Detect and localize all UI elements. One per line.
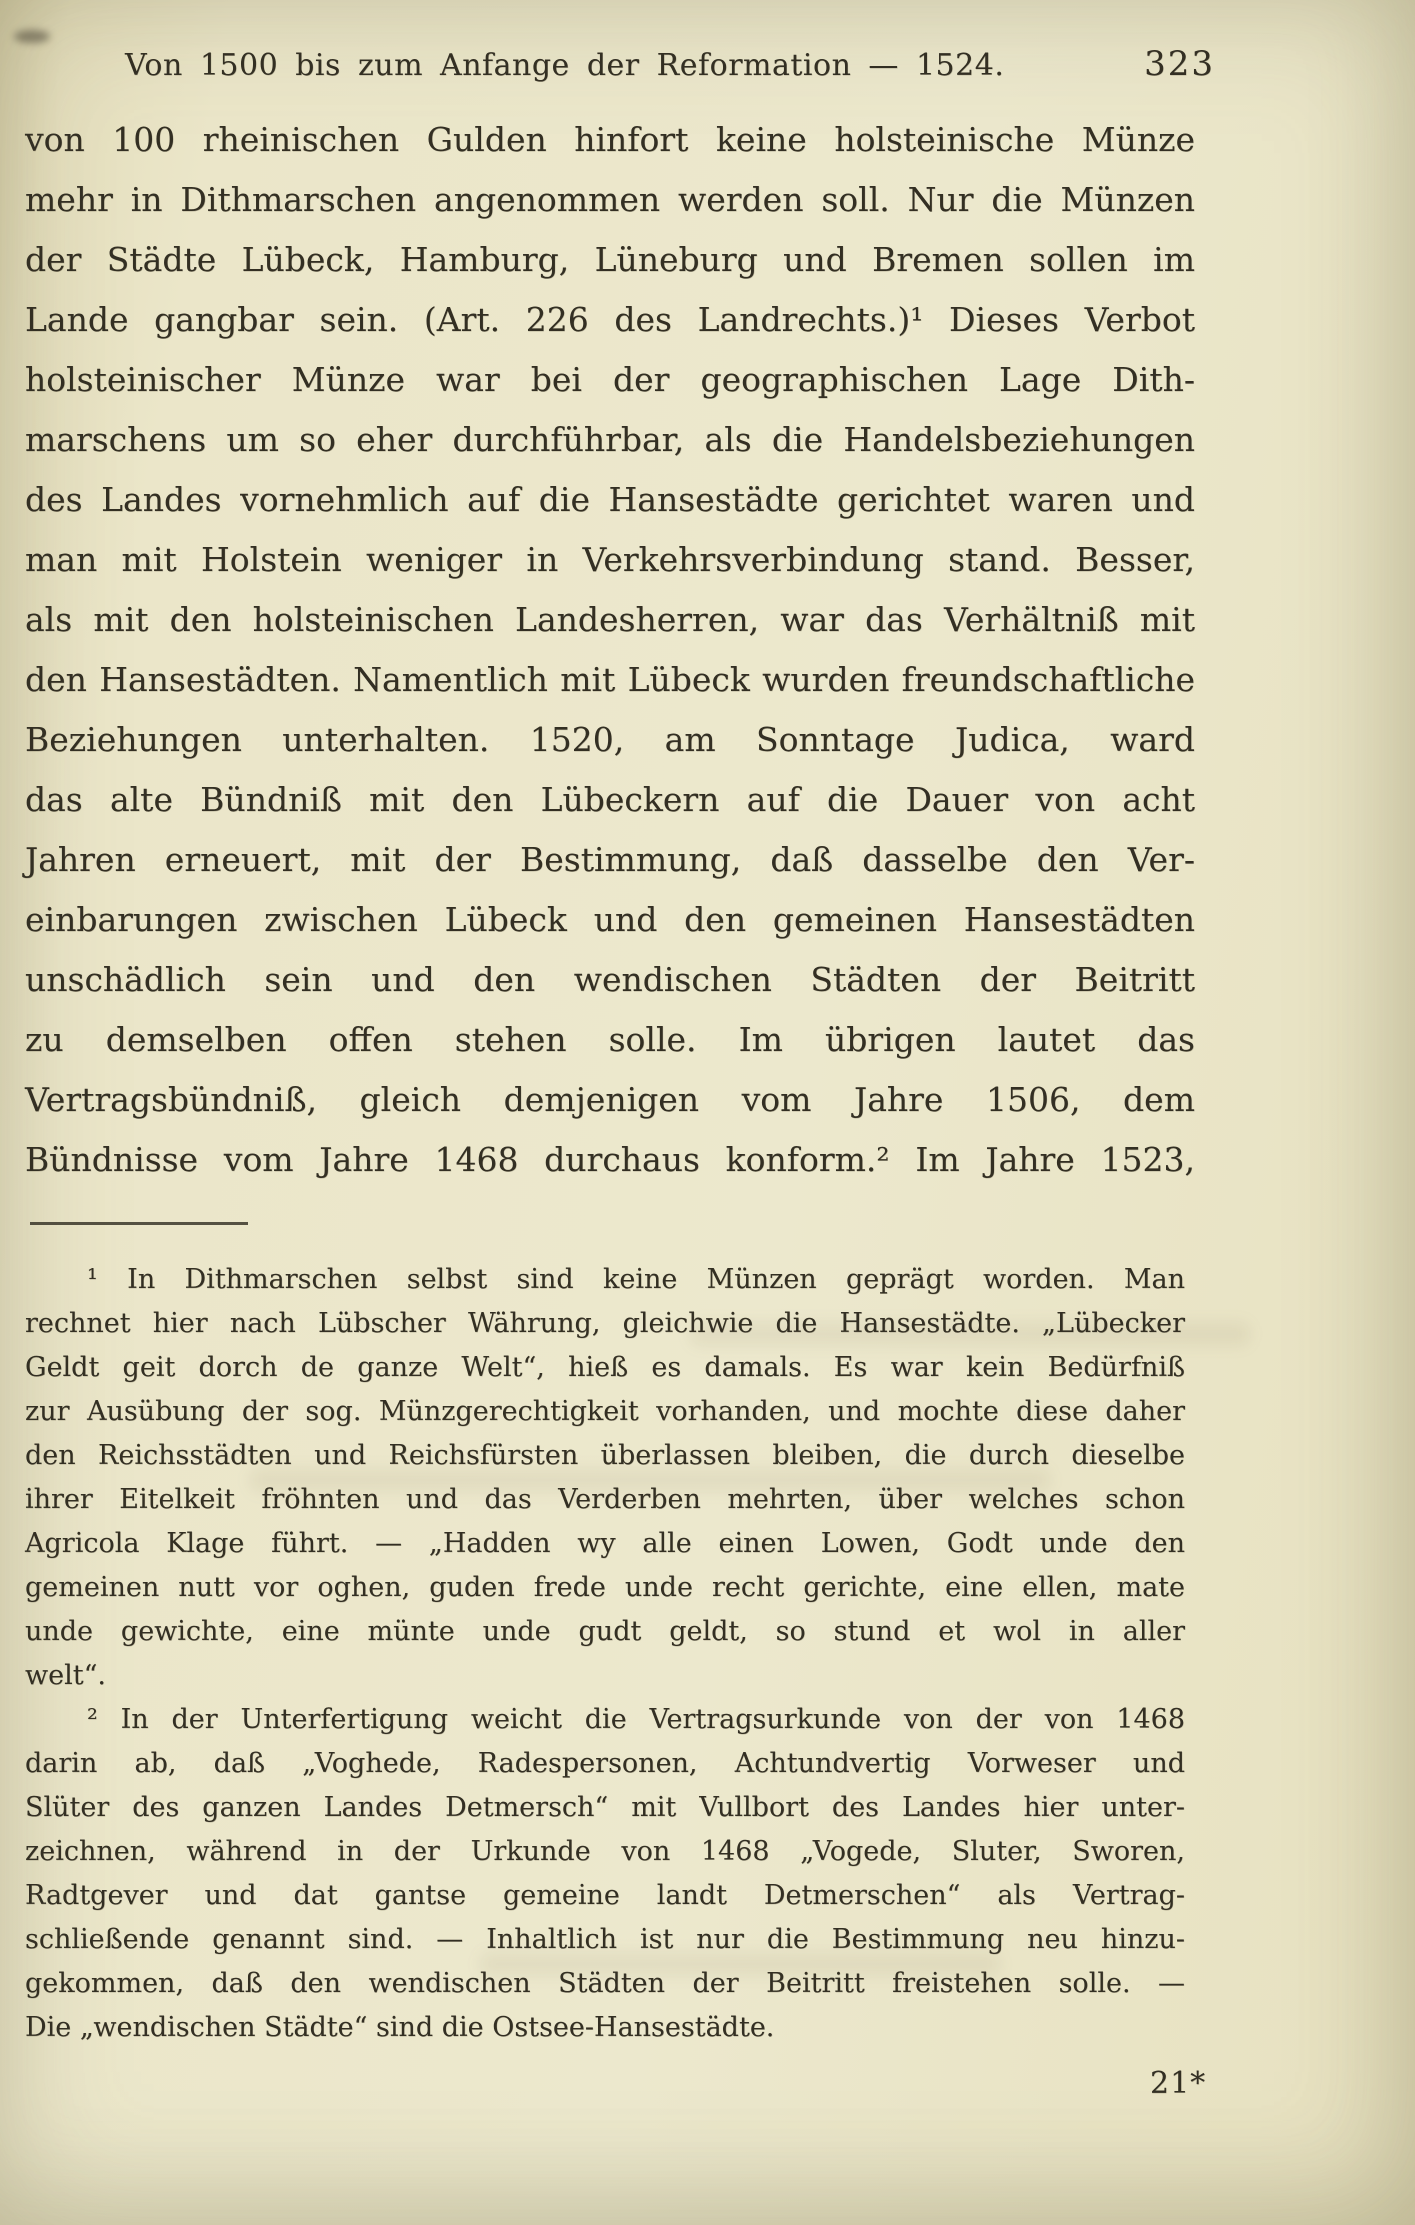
body-text-line: Jahren erneuert, mit der Bestimmung, daß dasselbe den Ver- [25,840,1195,879]
body-text-line: zu demselben offen stehen solle. Im übrigen lautet das [25,1020,1195,1059]
footnote-line: Geldt geit dorch de ganze Welt“, hieß es damals. Es war kein Bedürfniß [25,1352,1185,1383]
body-text-line: man mit Holstein weniger in Verkehrsverbindung stand. Besser, [25,540,1195,579]
footnotes-block [25,1258,1185,2050]
body-text-line: von 100 rheinischen Gulden hinfort keine holsteinische Münze [25,120,1195,159]
footnote-line: Slüter des ganzen Landes Detmersch“ mit Vullbort des Landes hier unter- [25,1792,1185,1823]
footnote-line: gemeinen nutt vor oghen, guden frede unde recht gerichte, eine ellen, mate [25,1572,1185,1603]
body-text-line: das alte Bündniß mit den Lübeckern auf die Dauer von acht [25,780,1195,819]
body-text-line: Vertragsbündniß, gleich demjenigen vom Jahre 1506, dem [25,1080,1195,1119]
page-header [25,44,1215,84]
footnote-separator [30,1222,248,1225]
body-text-line: den Hansestädten. Namentlich mit Lübeck wurden freundschaftliche [25,660,1195,699]
footnote-line: unde gewichte, eine münte unde gudt geldt, so stund et wol in aller [25,1616,1185,1647]
footnote-line: den Reichsstädten und Reichsfürsten überlassen bleiben, die durch dieselbe [25,1440,1185,1471]
footnote-line: zeichnen, während in der Urkunde von 1468 „Vogede, Sluter, Sworen, [25,1836,1185,1867]
footnote-line: zur Ausübung der sog. Münzgerechtigkeit vorhanden, und mochte diese daher [25,1396,1185,1427]
body-text-line: mehr in Dithmarschen angenommen werden soll. Nur die Münzen [25,180,1195,219]
signature-mark: 21* [1150,2066,1207,2101]
body-text-line: unschädlich sein und den wendischen Städten der Beitritt [25,960,1195,999]
footnote-line: rechnet hier nach Lübscher Währung, gleichwie die Hansestädte. „Lübecker [25,1308,1185,1339]
body-text-line: einbarungen zwischen Lübeck und den gemeinen Hansestädten [25,900,1195,939]
footnote-1 [25,1258,1185,1698]
footnote-line: Agricola Klage führt. — „Hadden wy alle einen Lowen, Godt unde den [25,1528,1185,1559]
running-header-title: Von 1500 bis zum Anfange der Reformation — 1524. [125,48,1005,83]
body-text-line: marschens um so eher durchführbar, als die Handelsbeziehungen [25,420,1195,459]
footnote-line: Radtgever und dat gantse gemeine landt Detmerschen“ als Vertrag- [25,1880,1185,1911]
body-text-line: Bündnisse vom Jahre 1468 durchaus konform.² Im Jahre 1523, [25,1140,1195,1179]
footnote-line: gekommen, daß den wendischen Städten der Beitritt freistehen solle. — [25,1968,1185,1999]
body-text-line: holsteinischer Münze war bei der geographischen Lage Dith- [25,360,1195,399]
footnote-line: ² In der Unterfertigung weicht die Vertragsurkunde von der von 1468 [87,1704,1185,1735]
body-text-line: der Städte Lübeck, Hamburg, Lüneburg und Bremen sollen im [25,240,1195,279]
footnote-line: ihrer Eitelkeit fröhnten und das Verderben mehrten, über welches schon [25,1484,1185,1515]
footnote-2 [25,1698,1185,2050]
footnote-line: darin ab, daß „Voghede, Radespersonen, Achtundvertig Vorweser und [25,1748,1185,1779]
body-text-line: des Landes vornehmlich auf die Hansestädte gerichtet waren und [25,480,1195,519]
body-text-line: Lande gangbar sein. (Art. 226 des Landrechts.)¹ Dieses Verbot [25,300,1195,339]
body-text-line: Beziehungen unterhalten. 1520, am Sonntage Judica, ward [25,720,1195,759]
page-number: 323 [1144,44,1215,84]
footnote-line: Die „wendischen Städte“ sind die Ostsee-Hansestädte. [25,2012,775,2043]
footnote-line: schließende genannt sind. — Inhaltlich ist nur die Bestimmung neu hinzu- [25,1924,1185,1955]
footnote-line: ¹ In Dithmarschen selbst sind keine Münzen geprägt worden. Man [87,1264,1185,1295]
footnote-line: welt“. [25,1660,106,1691]
body-text-line: als mit den holsteinischen Landesherren, war das Verhältniß mit [25,600,1195,639]
ink-smudge [14,30,50,43]
main-text-block [25,110,1195,1190]
